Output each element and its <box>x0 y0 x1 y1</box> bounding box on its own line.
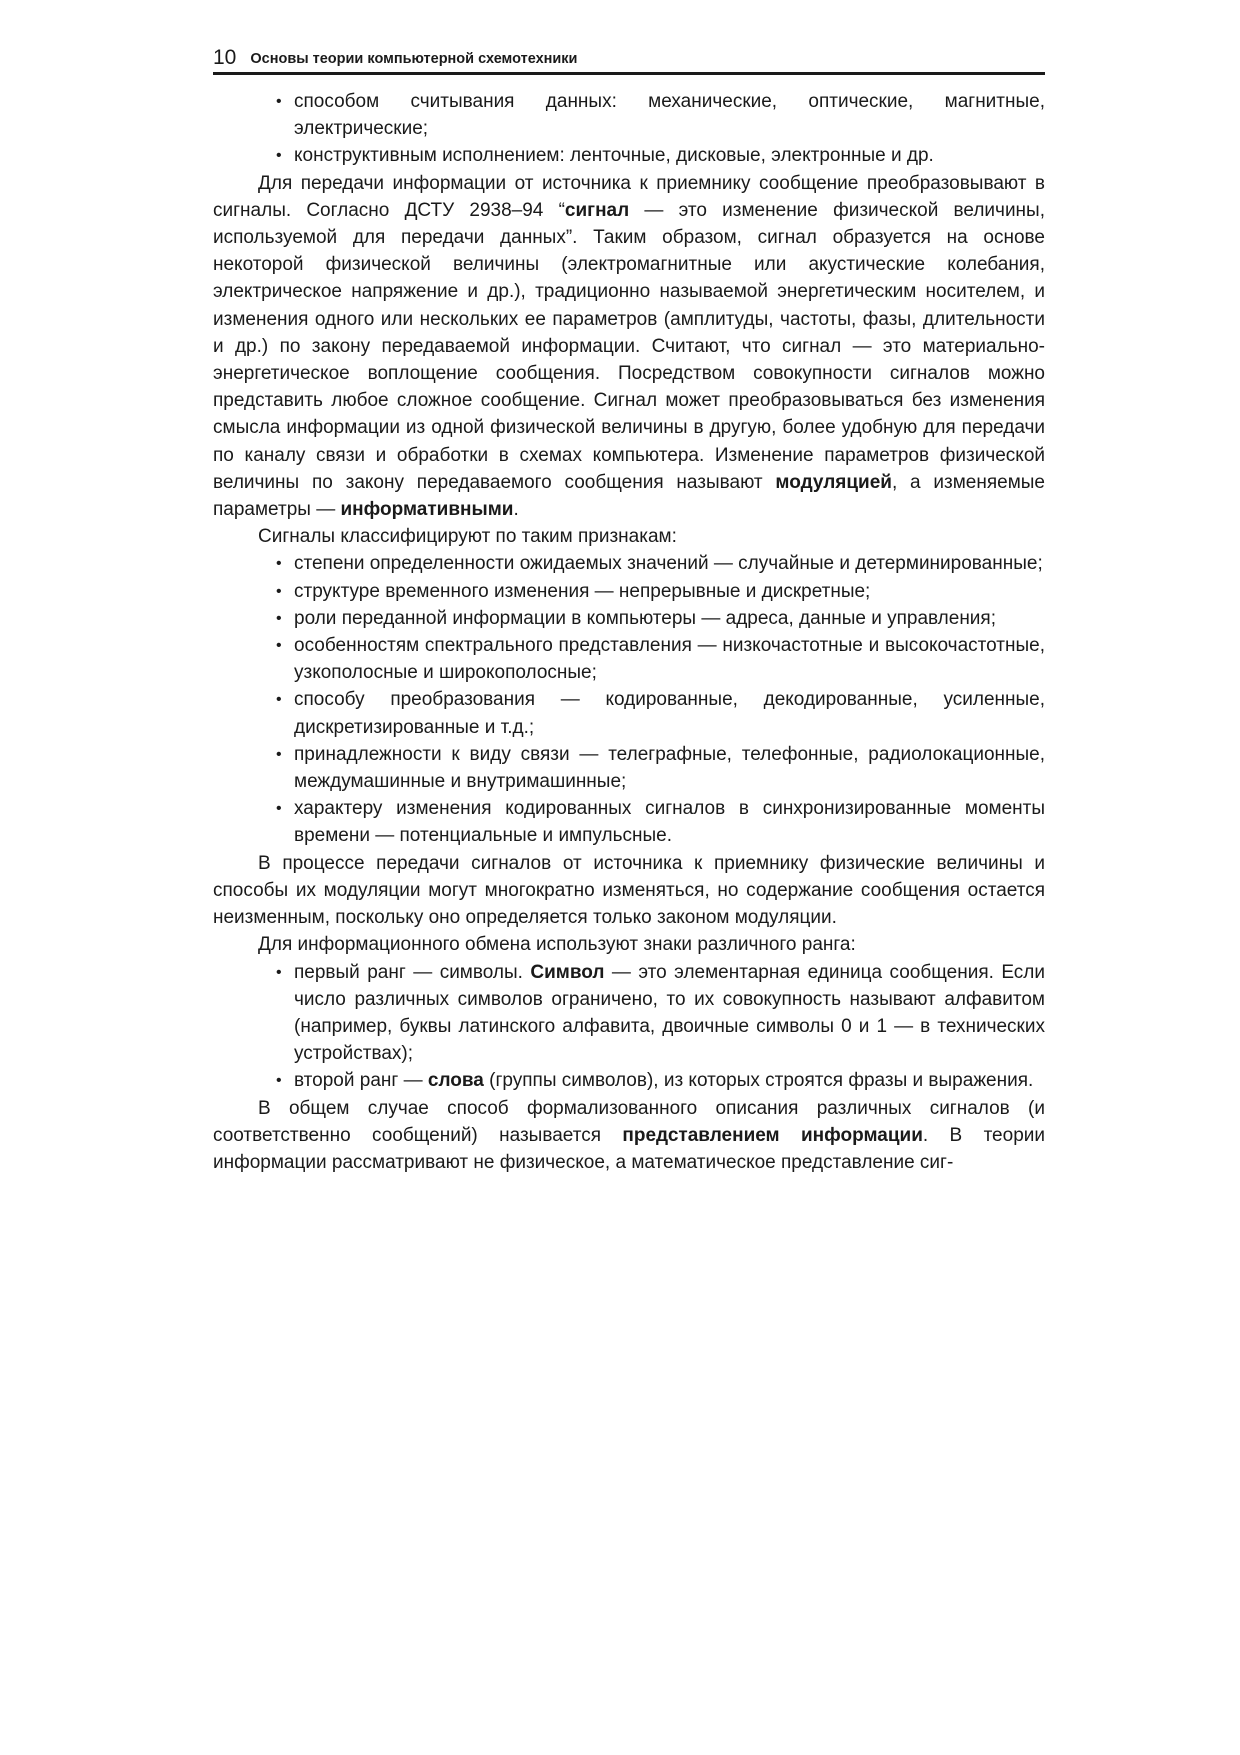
list-item: • структуре временного изменения — непрерывные и дискретные; <box>294 578 1045 605</box>
bullet-icon: • <box>276 745 282 763</box>
sign-ranks-list <box>213 959 1045 1095</box>
bullet-icon: • <box>276 1072 282 1090</box>
paragraph-transmission: В процессе передачи сигналов от источника к приемнику физические величины и способы их модуляции могут многократно изменяться, но содержание сообщения остается неизменным, поскольку оно определяется только законом модуляции. <box>213 852 1045 929</box>
page-header <box>213 42 1045 75</box>
list-item: • первый ранг — символы. Символ — это элементарная единица сообщения. Если число различных символов ограничено, то их совокупность называют алфавитом (например, буквы латинского алфавита, двоичные символы 0 и 1 — в технических устройствах); <box>294 959 1045 1068</box>
signal-classification-list <box>213 550 1045 849</box>
bullet-icon: • <box>276 963 282 981</box>
list-item: • характеру изменения кодированных сигналов в синхронизированные моменты времени — потенциальные и импульсные. <box>294 795 1045 849</box>
storage-classification-list <box>213 88 1045 170</box>
paragraph-signal-definition: Для передачи информации от источника к приемнику сообщение преобразовывают в сигналы. Согласно ДСТУ 2938–94 “сигнал — это изменение физической величины, используемой для передачи данных”. Таким образом, сигнал образуется на основе некоторой физической величины (электромагнитные или акустические колебания, электрическое напряжение и др.), традиционно называемой энергетическим носителем, и изменения одного или нескольких ее параметров (амплитуды, частоты, фазы, длительности и др.) по закону передаваемой информации. Считают, что сигнал — это материально-энергетическое воплощение сообщения. Посредством совокупности сигналов можно представить любое сложное сообщение. Сигнал может преобразовываться без изменения смысла информации из одной физической величины в другую, более удобную для передачи по каналу связи и обработки в схемах компьютера. Изменение параметров физической величины по закону передаваемого сообщения называют модуляцией, а изменяемые параметры — информативными. <box>213 172 1045 521</box>
list-item: • степени определенности ожидаемых значений — случайные и детерминированные; <box>294 550 1045 577</box>
list-item: • конструктивным исполнением: ленточные, дисковые, электронные и др. <box>294 142 1045 169</box>
bullet-icon: • <box>276 637 282 655</box>
page-number: 10 <box>213 46 237 69</box>
term-information-representation: представлением информации <box>622 1124 923 1146</box>
paragraph-classification-intro: Сигналы классифицируют по таким признакам: <box>258 526 677 548</box>
bullet-icon: • <box>276 147 282 165</box>
list-item: • роли переданной информации в компьютеры — адреса, данные и управления; <box>294 605 1045 632</box>
term-words: слова <box>427 1070 484 1092</box>
bullet-icon: • <box>276 582 282 600</box>
paragraph-sign-ranks-intro: Для информационного обмена используют знаки различного ранга: <box>258 934 856 956</box>
term-symbol: Символ <box>530 961 605 983</box>
bullet-icon: • <box>276 609 282 627</box>
list-item: • особенностям спектрального представления — низкочастотные и высокочастотные, узкополосные и широкополосные; <box>294 632 1045 686</box>
term-informative: информативными <box>340 499 514 521</box>
bullet-icon: • <box>276 691 282 709</box>
list-item: • принадлежности к виду связи — телеграфные, телефонные, радиолокационные, междумашинные и внутримашинные; <box>294 741 1045 795</box>
paragraph-information-representation: В общем случае способ формализованного описания различных сигналов (и соответственно сообщений) называется представлением информации. В теории информации рассматривают не физическое, а математическое представление сиг- <box>213 1097 1045 1173</box>
running-title: Основы теории компьютерной схемотехники <box>250 50 578 67</box>
page-body <box>213 88 1045 1176</box>
bullet-icon: • <box>276 93 282 110</box>
bullet-icon: • <box>276 800 282 818</box>
term-modulation: модуляцией <box>775 471 892 493</box>
term-signal: сигнал <box>564 199 630 221</box>
bullet-icon: • <box>276 555 282 573</box>
list-item: • способом считывания данных: механические, оптические, магнитные, электрические; <box>294 88 1045 142</box>
list-item: • второй ранг — слова (группы символов), из которых строятся фразы и выражения. <box>294 1067 1045 1094</box>
list-item: • способу преобразования — кодированные, декодированные, усиленные, дискретизированные и т.д.; <box>294 686 1045 740</box>
